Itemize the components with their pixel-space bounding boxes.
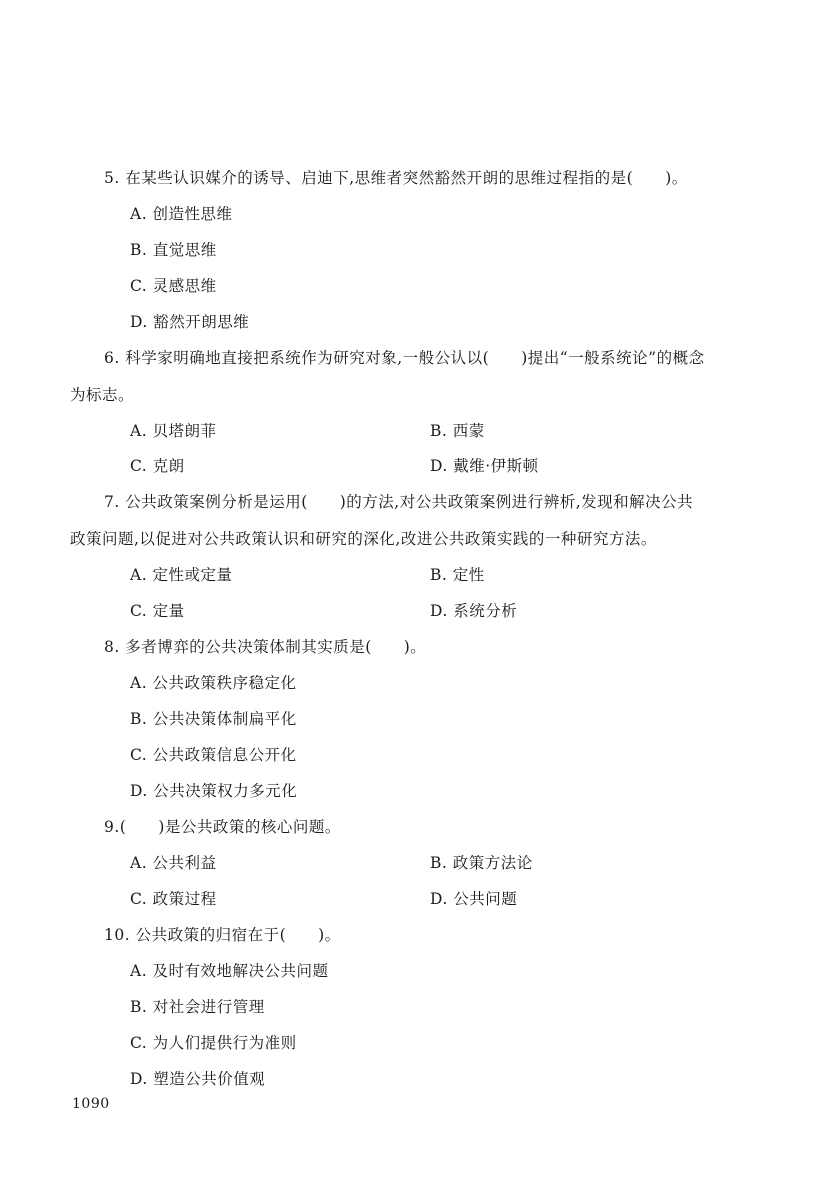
question-10-option-a: A. 及时有效地解决公共问题 — [130, 962, 329, 980]
question-5-option-d: D. 豁然开朗思维 — [130, 313, 250, 331]
question-6-option-a: A. 贝塔朗菲 — [130, 422, 217, 440]
question-7-option-a: A. 定性或定量 — [130, 566, 233, 584]
question-7-stem: 7. 公共政策案例分析是运用( )的方法,对公共政策案例进行辨析,发现和解决公共 — [104, 493, 694, 511]
question-9-option-d: D. 公共问题 — [430, 890, 518, 908]
question-10-stem: 10. 公共政策的归宿在于( )。 — [104, 926, 341, 944]
question-9-option-a: A. 公共利益 — [130, 854, 217, 872]
question-6-option-c: C. 克朗 — [130, 457, 185, 475]
question-10-option-b: B. 对社会进行管理 — [130, 998, 265, 1016]
question-6-option-b: B. 西蒙 — [430, 422, 485, 440]
question-6-option-d: D. 戴维·伊斯顿 — [430, 457, 539, 475]
question-9-option-b: B. 政策方法论 — [430, 854, 533, 872]
page-number: 1090 — [72, 1096, 110, 1112]
question-7-option-c: C. 定量 — [130, 602, 185, 620]
question-6-stem: 6. 科学家明确地直接把系统作为研究对象,一般公认以( )提出“一般系统论”的概念 — [104, 349, 705, 367]
question-10-option-c: C. 为人们提供行为准则 — [130, 1034, 297, 1052]
question-8-option-d: D. 公共决策权力多元化 — [130, 782, 298, 800]
question-9-stem: 9.( )是公共政策的核心问题。 — [104, 818, 341, 836]
question-8-option-b: B. 公共决策体制扁平化 — [130, 710, 297, 728]
question-8-stem: 8. 多者博弈的公共决策体制其实质是( )。 — [104, 638, 427, 656]
question-9-option-c: C. 政策过程 — [130, 890, 217, 908]
question-5-stem: 5. 在某些认识媒介的诱导、启迪下,思维者突然豁然开朗的思维过程指的是( )。 — [104, 169, 688, 187]
question-5-option-c: C. 灵感思维 — [130, 277, 217, 295]
question-8-option-c: C. 公共政策信息公开化 — [130, 746, 297, 764]
question-10-option-d: D. 塑造公共价值观 — [130, 1070, 266, 1088]
question-7-option-b: B. 定性 — [430, 566, 485, 584]
question-5-option-b: B. 直觉思维 — [130, 241, 217, 259]
question-7-stem-continued: 政策问题,以促进对公共政策认识和研究的深化,改进公共政策实践的一种研究方法。 — [70, 530, 657, 548]
question-5-option-a: A. 创造性思维 — [130, 205, 233, 223]
question-6-stem-continued: 为标志。 — [70, 386, 135, 404]
question-7-option-d: D. 系统分析 — [430, 602, 518, 620]
question-8-option-a: A. 公共政策秩序稳定化 — [130, 674, 297, 692]
